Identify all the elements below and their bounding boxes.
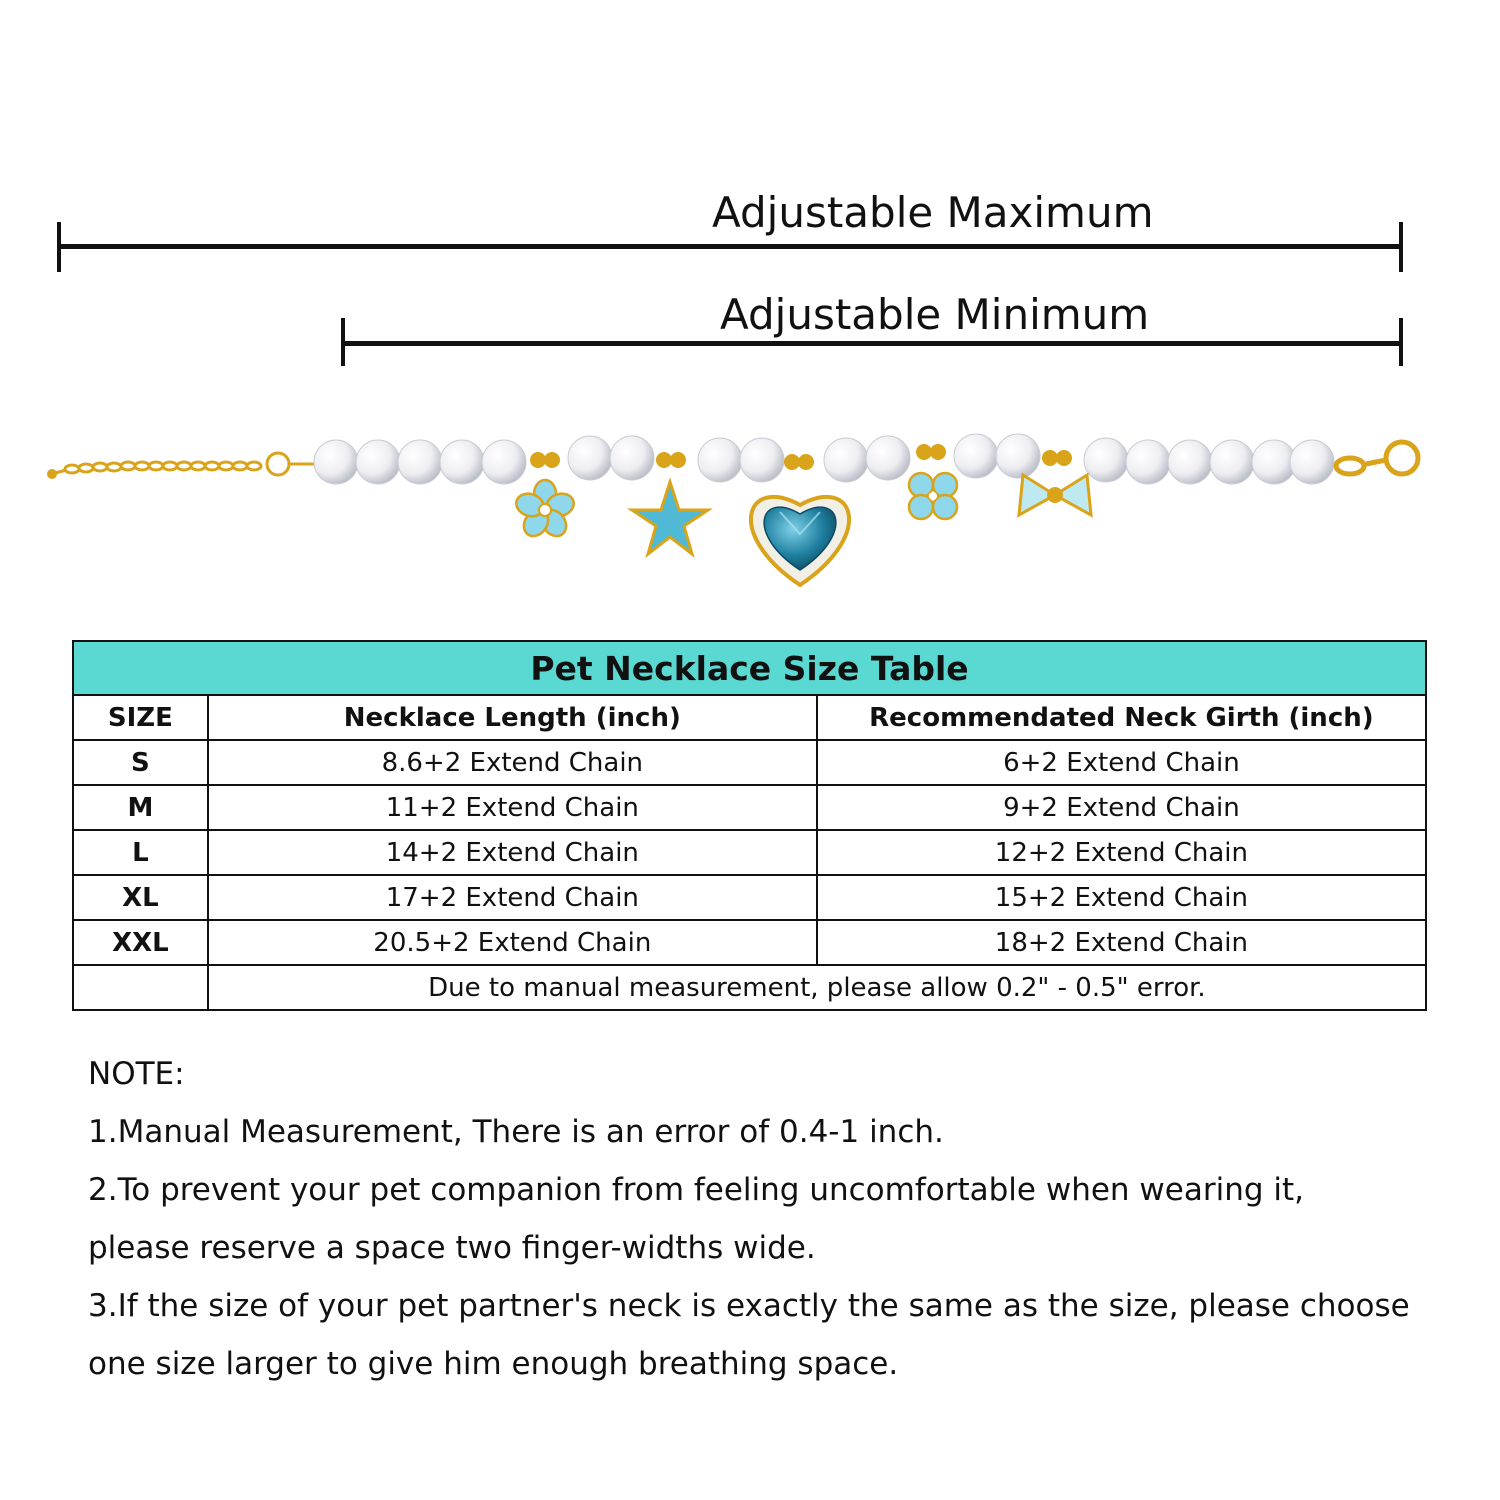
length-cell: 20.5+2 Extend Chain (208, 920, 817, 965)
note-item-3-line-2: one size larger to give him enough breathing space. (88, 1346, 899, 1382)
bow-charm-icon (1019, 475, 1091, 515)
girth-cell: 9+2 Extend Chain (817, 785, 1426, 830)
girth-cell: 12+2 Extend Chain (817, 830, 1426, 875)
footnote-empty-cell (73, 965, 208, 1010)
table-row (73, 785, 1426, 830)
girth-cell: 18+2 Extend Chain (817, 920, 1426, 965)
table-row (73, 920, 1426, 965)
length-cell: 11+2 Extend Chain (208, 785, 817, 830)
table-row (73, 830, 1426, 875)
notes-heading: NOTE: (88, 1056, 185, 1092)
size-cell: XXL (73, 920, 208, 965)
size-cell: S (73, 740, 208, 785)
size-table (72, 640, 1427, 1011)
lobster-clasp-icon (1336, 442, 1418, 474)
length-cell: 14+2 Extend Chain (208, 830, 817, 875)
table-footnote: Due to manual measurement, please allow 0.2" - 0.5" error. (208, 965, 1426, 1010)
note-item-3-line-1: 3.If the size of your pet partner's neck is exactly the same as the size, please choose (88, 1288, 1410, 1324)
starfish-charm-icon (632, 482, 708, 554)
notes-section (88, 1045, 1448, 1393)
pearl-strand (314, 434, 1334, 484)
flower-charm-icon (513, 480, 576, 541)
size-cell: L (73, 830, 208, 875)
header-necklace-length: Necklace Length (inch) (208, 695, 817, 740)
adjustable-minimum-label: Adjustable Minimum (720, 290, 1150, 339)
table-header-row (73, 695, 1426, 740)
extender-chain-icon (52, 453, 315, 475)
girth-cell: 6+2 Extend Chain (817, 740, 1426, 785)
heart-gem-charm-icon (751, 497, 849, 585)
necklace-product-image (40, 420, 1460, 600)
length-cell: 8.6+2 Extend Chain (208, 740, 817, 785)
note-item-1: 1.Manual Measurement, There is an error of 0.4-1 inch. (88, 1114, 944, 1150)
table-title: Pet Necklace Size Table (73, 641, 1426, 695)
size-cell: XL (73, 875, 208, 920)
table-footnote-row (73, 965, 1426, 1010)
note-item-2-line-2: please reserve a space two finger-widths wide. (88, 1230, 816, 1266)
length-cell: 17+2 Extend Chain (208, 875, 817, 920)
girth-cell: 15+2 Extend Chain (817, 875, 1426, 920)
size-cell: M (73, 785, 208, 830)
clover-charm-icon (909, 473, 957, 519)
table-row (73, 740, 1426, 785)
header-size: SIZE (73, 695, 208, 740)
adjustable-maximum-label: Adjustable Maximum (712, 188, 1154, 237)
table-row (73, 875, 1426, 920)
note-item-2-line-1: 2.To prevent your pet companion from feeling uncomfortable when wearing it, (88, 1172, 1304, 1208)
header-neck-girth: Recommendated Neck Girth (inch) (817, 695, 1426, 740)
